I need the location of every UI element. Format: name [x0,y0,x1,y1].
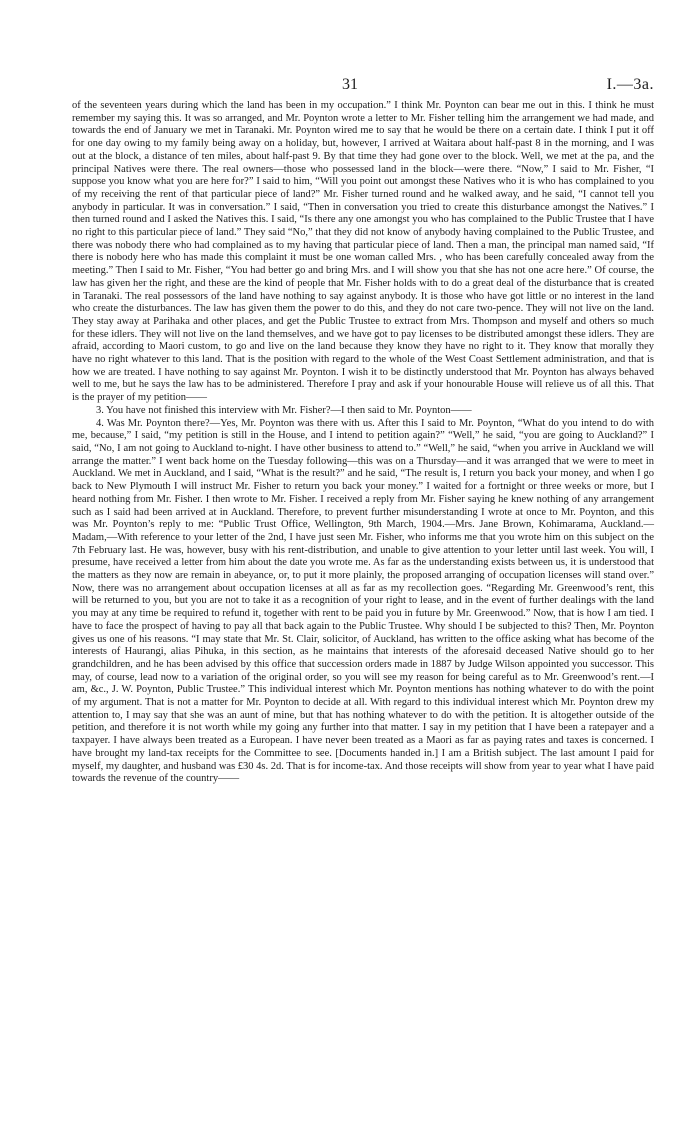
page-number: 31 [342,76,358,93]
page-header [72,0,654,100]
document-body [72,100,654,786]
paragraph-1: of the seventeen years during which the land has been in my occupation.” I think Mr. Poynton can bear me out in this. I think he must remember my saying this. It was so arranged, and Mr. Poynton wrote a letter to Mr. Fisher telling him the arrangement we had made, and towards the end of January we met in Taranaki. Mr. Poynton wired me to say that he would be there on a certain date. I think I put it off for one day owing to my family being away on a holiday, but, however, I arrived at Waitara about half-past 8 in the morning, and I was out at the block, a distance of ten miles, about half-past 9. By that time they had gone over to the block. Well, we met at the pa, and the principal Natives were there. The real owners—those who possessed land in the block—were there. “Now,” I said to Mr. Fisher, “I suppose you know what you are here for?” I said to him, “Will you point out amongst these Natives who it is who has complained to you of my receiving the rent of that particular piece of land?” Mr. Fisher turned round and he walked away, and he said, “I cannot tell you anybody in particular. It was in conversation.” I said, “Then in conversation you tried to create this disturbance amongst the Natives.” I then turned round and I asked the Natives this. I said, “Is there any one amongst you who has complained to the Public Trustee that I have no right to this particular piece of land.” They said “No,” that they did not know of anybody having complained to the Public Trustee, and there was nobody there who had complained as to my having that particular piece of land. Then a man, the principal man named said, “If there is nobody here who has made this complaint it must be one woman called Mrs. , who has been carefully concealed away from the meeting.” Then I said to Mr. Fisher, “You had better go and bring Mrs. and I will show you that she has not one acre here.” Of course, the law has given her the right, and these are the kind of people that Mr. Fisher holds with to do a great deal of the disturbance that is created in Taranaki. The real possessors of the land have nothing to say against anybody. It is those who have got little or no interest in the land who create the disturbances. The law has given them the power to do this, and they do not care two-pence. They will not live on the land. They stay away at Parihaka and other places, and get the Public Trustee to extract from Mrs. Thompson and myself and others so much for these idlers. They will not live on the land themselves, and we have got to pay licenses to be distributed amongst these idlers. They are afraid, according to Maori custom, to go and live on the land because they know they have no right to it. They know that morally they have no right whatever to this land. That is the position with regard to the whole of the West Coast Settlement administration, and that is how we are treated. I have nothing to say against Mr. Poynton. I wish it to be distinctly understood that Mr. Poynton has always behaved well to me, but he says the law has to be administered. Therefore I pray and ask if your honourable House will relieve us of all this. That is the prayer of my petition—— [72,100,654,404]
document-reference: I.—3a. [606,76,654,93]
paragraph-question-3: 3. You have not finished this interview with Mr. Fisher?—I then said to Mr. Poynton—— [96,404,472,416]
paragraph-question-4: 4. Was Mr. Poynton there?—Yes, Mr. Poynton was there with us. After this I said to Mr. Poynton, “What do you intend to do with me, because,” I said, “my petition is still in the House, and I intend to petition again?” “Well,” he said, “you are going to Auckland?” I said, “No, I am not going to Auckland to-night. I have other business to attend to.” “Well,” he said, “when you arrive in Auckland we will arrange the matter.” I went back home on the Tuesday following—this was on a Thursday—and it was arranged that we were to meet in Auckland. We met in Auckland, and I said, “What is the result?” and he said, “The result is, I return you back your money, and when I go back to New Plymouth I will instruct Mr. Fisher to return you back your money.” I waited for a fortnight or three weeks or more, but I heard nothing from Mr. Fisher. I then wrote to Mr. Fisher. I received a reply from Mr. Fisher saying he knew nothing of any arrangement such as I said had been arrived at in Auckland. Therefore, to prevent further misunderstanding I wrote at once to Mr. Poynton, and this was Mr. Poynton’s reply to me: “Public Trust Office, Wellington, 9th March, 1904.—Mrs. Jane Brown, Kohimarama, Auckland.—Madam,—With reference to your letter of the 2nd, I have just seen Mr. Fisher, who informs me that you wrote him on this subject on the 7th February last. He was, however, busy with his rent-distribution, and unable to give attention to your letter until last week. You will, I presume, have received a letter from him about the date you wrote me. As far as the understanding exists between us, it is understood that the matters as they now are remain in abeyance, or, to put it more plainly, the proposed arranging of occupation licenses will stand over.” Now, there was no arrangement about occupation licenses at all as far as my recollection goes. “Regarding Mr. Greenwood’s rent, this will be returned to you, but you are not to take it as a recognition of your right to lease, and in the event of further dealings with the land you may at any time be required to refund it, together with rent to be paid you in future by Mr. Greenwood.” Now, that is how I am tied. I have to face the prospect of having to pay all that back again to the Public Trustee. Why should I be subjected to this? Then, Mr. Poynton gives us one of his reasons. “I may state that Mr. St. Clair, solicitor, of Auckland, has written to the office asking what has become of the interests of Haurangi, alias Pihuka, in this section, as he maintains that interests of the aforesaid deceased Native should go to her grandchildren, and he has been advised by this office that succession orders made in 1887 by Judge Wilson appointed you successor. This may, of course, lead now to a variation of the original order, so you will see my reason for being careful as to Mr. Greenwood’s rent.—I am, &c., J. W. Poynton, Public Trustee.” This individual interest which Mr. Poynton mentions has nothing whatever to do with the point of my argument. That is not a matter for Mr. Poynton to decide at all. With regard to this individual interest which Mr. Poynton drew my attention to, I may say that she was an aunt of mine, but that has nothing whatever to do with the petition. It is altogether outside of the petition, and therefore it is not worth while my going any further into that matter. I say in my petition that I have been a ratepayer and a taxpayer. I have always been treated as a European. I have never been treated as a Maori as far as paying rates and taxes is concerned. I have brought my land-tax receipts for the Committee to see. [Documents handed in.] I am a British subject. The last amount I paid for myself, my daughter, and husband was £30 4s. 2d. That is for income-tax. And those receipts will show from year to year what I have paid towards the revenue of the country—— [72,417,654,785]
